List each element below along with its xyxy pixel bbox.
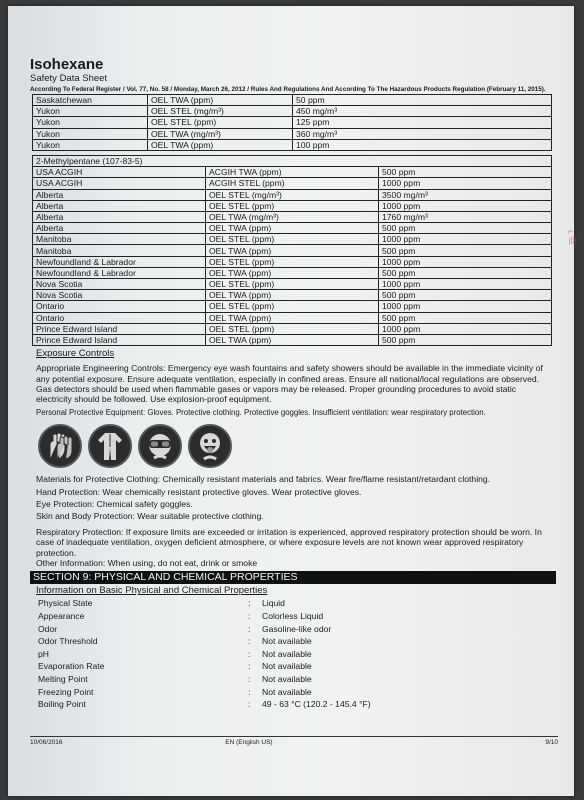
oel-limit-type: OEL STEL (ppm) (206, 301, 379, 312)
oel-limit-type: OEL TWA (ppm) (148, 95, 293, 106)
oel-value: 360 mg/m³ (293, 128, 552, 139)
property-separator: : (248, 661, 251, 672)
other-information-text: Other Information: When using, do not eat, drink or smoke (36, 558, 258, 568)
oel-jurisdiction: Nova Scotia (33, 290, 206, 301)
property-separator: : (248, 598, 251, 609)
oel-row (33, 334, 552, 345)
oel-row (33, 245, 552, 256)
oel-jurisdiction: USA ACGIH (33, 178, 206, 189)
oel-limit-type: OEL TWA (ppm) (206, 290, 379, 301)
oel-row (33, 167, 552, 178)
property-name: pH (38, 648, 49, 659)
oel-jurisdiction: Alberta (33, 200, 206, 211)
skin-protection-text: Skin and Body Protection: Wear suitable protective clothing. (36, 511, 264, 522)
property-name: Physical State (38, 598, 93, 609)
property-row (38, 698, 548, 711)
oel-row (33, 301, 552, 312)
oel-value: 1760 mg/m³ (379, 211, 552, 222)
oel-row (33, 117, 552, 128)
property-value: Colorless Liquid (262, 611, 324, 621)
oel-jurisdiction: Manitoba (33, 245, 206, 256)
property-value: Not available (262, 661, 312, 672)
property-separator: : (248, 673, 251, 684)
property-value: Not available (262, 636, 312, 647)
oel-row (33, 211, 552, 222)
oel-jurisdiction: Ontario (33, 312, 206, 323)
oel-limit-type: OEL TWA (mg/m³) (148, 128, 293, 139)
oel-value: 3500 mg/m³ (379, 189, 552, 200)
footer-page-number: 9/10 (545, 739, 558, 746)
property-value: Liquid (262, 598, 285, 609)
oel-limit-type: OEL TWA (mg/m³) (206, 211, 379, 222)
oel-value: 1000 ppm (379, 234, 552, 245)
oel-row (33, 200, 552, 211)
document-subtitle: Safety Data Sheet (30, 73, 108, 84)
oel-jurisdiction: USA ACGIH (33, 167, 206, 178)
property-row (38, 673, 548, 686)
oel-limit-type: ACGIH STEL (ppm) (206, 178, 379, 189)
oel-jurisdiction: Saskatchewan (33, 95, 148, 106)
oel-value: 1000 ppm (379, 178, 552, 189)
oel-value: 1000 ppm (379, 256, 552, 267)
oel-jurisdiction: Alberta (33, 211, 206, 222)
oel-limit-type: OEL STEL (ppm) (206, 279, 379, 290)
property-separator: : (248, 611, 251, 621)
oel-limit-type: OEL TWA (ppm) (148, 139, 293, 150)
oel-jurisdiction: Newfoundland & Labrador (33, 267, 206, 278)
property-name: Odor Threshold (38, 636, 98, 647)
oel-value: 500 ppm (379, 290, 552, 301)
oel-table-top (32, 94, 552, 151)
oel-jurisdiction: Manitoba (33, 234, 206, 245)
oel-limit-type: ACGIH TWA (ppm) (206, 167, 379, 178)
property-name: Evaporation Rate (38, 661, 105, 672)
oel-value: 50 ppm (293, 95, 552, 106)
section-9-heading: SECTION 9: PHYSICAL AND CHEMICAL PROPERTIES (30, 571, 556, 584)
eye-protection-text: Eye Protection: Chemical safety goggles. (36, 498, 193, 509)
property-value: Not available (262, 673, 312, 684)
property-value: 49 - 63 °C (120.2 - 145.4 °F) (262, 699, 371, 710)
oel-jurisdiction: Yukon (33, 117, 148, 128)
oel-jurisdiction: Yukon (33, 139, 148, 150)
page-content (30, 56, 558, 711)
goggles-icon (138, 424, 182, 468)
oel-row (33, 128, 552, 139)
property-row (38, 597, 548, 610)
oel-row (33, 95, 552, 106)
oel-row (33, 139, 552, 150)
exposure-controls-heading: Exposure Controls (36, 348, 115, 360)
property-separator: : (248, 648, 251, 659)
oel-group-header-row (33, 155, 552, 166)
oel-jurisdiction: Prince Edward Island (33, 334, 206, 345)
property-row (38, 660, 548, 673)
document-page (8, 6, 578, 796)
materials-text: Materials for Protective Clothing: Chemically resistant materials and fabrics. Wear fire/flame resistant/retardant clothing. (36, 474, 491, 485)
ppe-icons (38, 424, 558, 468)
property-value: Not available (262, 648, 312, 659)
respirator-icon (188, 424, 232, 468)
oel-row (33, 223, 552, 234)
property-value: Not available (262, 686, 312, 697)
oel-row (33, 178, 552, 189)
oel-limit-type: OEL TWA (ppm) (206, 267, 379, 278)
section-9-subheading: Information on Basic Physical and Chemical Properties (36, 585, 268, 597)
oel-value: 500 ppm (379, 167, 552, 178)
oel-row (33, 256, 552, 267)
respiratory-protection-text: Respiratory Protection: If exposure limits are exceeded or irritation is experienced, approved respiratory protection should be worn. In case of inadequate ventilation, oxygen deficient atmosphere, or where exposure levels are not known wear approved respiratory protection. (36, 526, 542, 558)
oel-limit-type: OEL STEL (ppm) (206, 234, 379, 245)
protective-clothing-icon (88, 424, 132, 468)
property-row (38, 623, 548, 636)
oel-value: 1000 ppm (379, 200, 552, 211)
oel-row (33, 279, 552, 290)
oel-value: 450 mg/m³ (293, 106, 552, 117)
oel-limit-type: OEL STEL (ppm) (206, 256, 379, 267)
oel-value: 1000 ppm (379, 323, 552, 334)
property-value: Gasoline-like odor (262, 623, 332, 634)
property-separator: : (248, 699, 251, 710)
oel-row (33, 267, 552, 278)
oel-jurisdiction: Yukon (33, 106, 148, 117)
oel-jurisdiction: Nova Scotia (33, 279, 206, 290)
property-row (38, 648, 548, 661)
oel-jurisdiction: Alberta (33, 189, 206, 200)
oel-jurisdiction: Ontario (33, 301, 206, 312)
gloves-icon (38, 424, 82, 468)
oel-value: 125 ppm (293, 117, 552, 128)
oel-limit-type: OEL TWA (ppm) (206, 334, 379, 345)
oel-limit-type: OEL TWA (ppm) (206, 245, 379, 256)
oel-limit-type: OEL TWA (ppm) (206, 312, 379, 323)
property-separator: : (248, 686, 251, 697)
footer-language: EN (English US) (225, 739, 273, 746)
oel-row (33, 312, 552, 323)
document-title: Isohexane (30, 56, 104, 73)
oel-jurisdiction: Yukon (33, 128, 148, 139)
oel-value: 500 ppm (379, 267, 552, 278)
ppe-text: Personal Protective Equipment: Gloves. Protective clothing. Protective goggles. Insufficient ventilation: wear respiratory protection. (36, 407, 486, 417)
oel-value: 100 ppm (293, 139, 552, 150)
oel-table-2-methylpentane (32, 155, 552, 346)
properties-list (38, 597, 548, 710)
oel-value: 1000 ppm (379, 279, 552, 290)
hand-protection-text: Hand Protection: Wear chemically resistant protective gloves. Wear protective gloves. (36, 486, 362, 497)
oel-row (33, 323, 552, 334)
oel-limit-type: OEL TWA (ppm) (206, 223, 379, 234)
oel-jurisdiction: Prince Edward Island (33, 323, 206, 334)
property-row (38, 686, 548, 699)
oel-jurisdiction: Newfoundland & Labrador (33, 256, 206, 267)
property-name: Boiling Point (38, 699, 86, 710)
margin-stamp: ⌐ 商 (568, 226, 578, 246)
oel-limit-type: OEL STEL (ppm) (206, 200, 379, 211)
regulation-line: According To Federal Register / Vol. 77, No. 58 / Monday, March 26, 2012 / Rules And Regulations And According To The Hazardous Products Regulation (February 11, 2015). (30, 86, 546, 93)
oel-row (33, 290, 552, 301)
oel-limit-type: OEL STEL (ppm) (206, 323, 379, 334)
oel-group-label: 2-Methylpentane (107-83-5) (33, 155, 552, 166)
oel-limit-type: OEL STEL (ppm) (148, 117, 293, 128)
oel-row (33, 189, 552, 200)
footer-date: 10/06/2016 (30, 739, 63, 746)
property-name: Odor (38, 623, 58, 634)
property-separator: : (248, 636, 251, 647)
engineering-controls-text: Appropriate Engineering Controls: Emergency eye wash fountains and safety showers should be available in the immediate vicinity of any potential exposure. Ensure adequate ventilation, especially in confined areas. Ensure all national/local regulations are observed. Gas detectors should be used when flammable gases or vapors may be released. Proper grounding procedures to avoid static electricity should be followed. Use explosion-proof equipment. (36, 363, 543, 405)
property-separator: : (248, 623, 251, 634)
property-row (38, 635, 548, 648)
oel-value: 500 ppm (379, 245, 552, 256)
property-row (38, 610, 548, 623)
oel-value: 500 ppm (379, 334, 552, 345)
oel-limit-type: OEL STEL (mg/m³) (206, 189, 379, 200)
oel-jurisdiction: Alberta (33, 223, 206, 234)
oel-row (33, 234, 552, 245)
oel-value: 500 ppm (379, 223, 552, 234)
oel-row (33, 106, 552, 117)
oel-value: 500 ppm (379, 312, 552, 323)
page-footer (30, 736, 558, 746)
property-name: Freezing Point (38, 686, 94, 697)
oel-limit-type: OEL STEL (mg/m³) (148, 106, 293, 117)
property-name: Appearance (38, 611, 85, 621)
oel-value: 1000 ppm (379, 301, 552, 312)
property-name: Melting Point (38, 673, 88, 684)
